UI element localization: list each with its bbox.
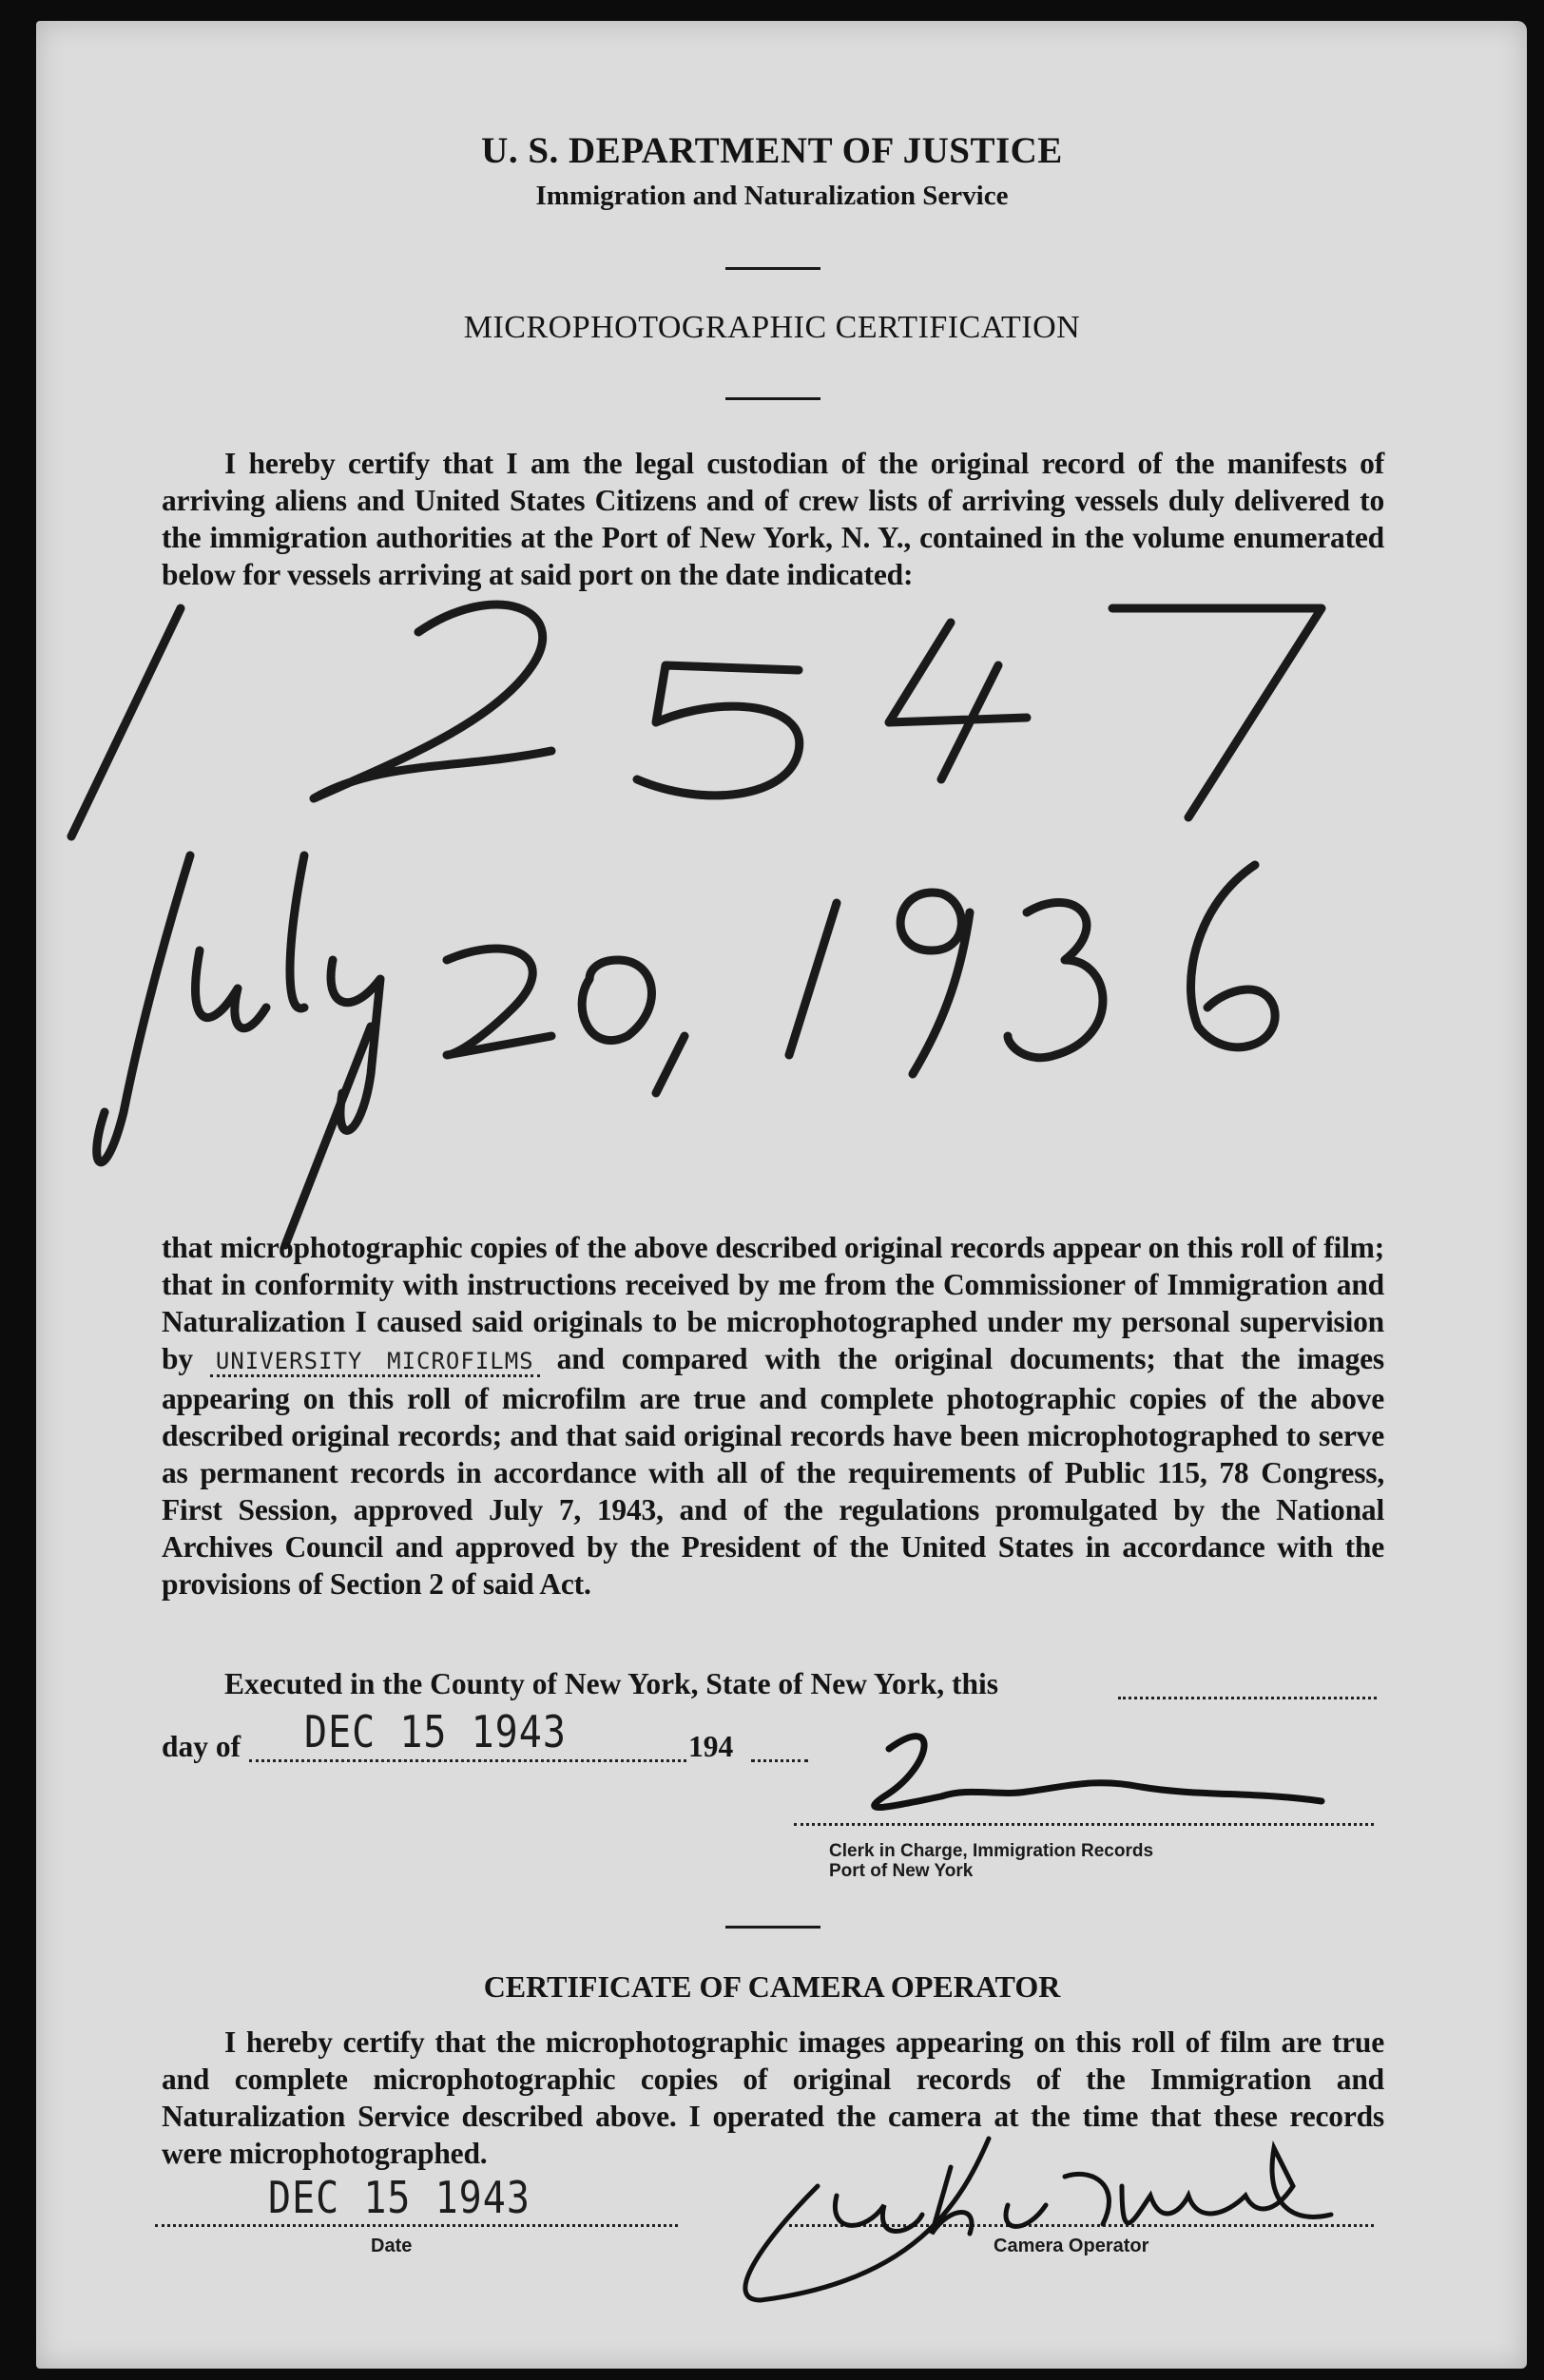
day-of-text: day of (162, 1730, 241, 1763)
clerk-place: Port of New York (829, 1861, 974, 1881)
camera-certificate-title: CERTIFICATE OF CAMERA OPERATOR (483, 1969, 1061, 2004)
department-heading: U. S. DEPARTMENT OF JUSTICE (481, 130, 1063, 171)
body-text-before: that microphotographic copies of the above described original records appear on this roll of film; that in conformity with instructions received by me from the Commissioner of Immigration and Naturalization I caused said originals to be microphotographed under my personal supervision by (162, 1231, 1384, 1375)
stamp-date-camera: DEC 15 1943 (268, 2173, 531, 2224)
clerk-title: Clerk in Charge, Immigration Records (829, 1841, 1154, 1861)
typed-company: UNIVERSITY MICROFILMS (210, 1348, 540, 1377)
year-prefix-text: 194 (688, 1730, 734, 1763)
camera-operator-label: Camera Operator (994, 2236, 1149, 2256)
intro-text: I hereby certify that I am the legal custodian of the original record of the manifests of arriving aliens and United States Citizens and of crew lists of arriving vessels duly delivered to the immigration authorities at the Port of New York, N. Y., contained in the volume enumerated below for vessels arriving at said port on the date indicated: (162, 447, 1384, 591)
service-subheading: Immigration and Naturalization Service (535, 181, 1009, 211)
executed-text: Executed in the County of New York, State of New York, this (224, 1667, 999, 1700)
certification-title: MICROPHOTOGRAPHIC CERTIFICATION (463, 310, 1081, 345)
body-text-after: and compared with the original documents; that the images appearing on this roll of microfilm are true and complete photographic copies of the above described original records; and that said original records have been microphotographed to serve as permanent records in accordance with all of the requirements of Public 115, 78 Congress, First Session, approved July 7, 1943, and of the regulations promulgated by the National Archives Council and approved by the President of the United States in accordance with the provisions of Section 2 of said Act. (162, 1342, 1384, 1601)
stamp-date-execution: DEC 15 1943 (304, 1707, 567, 1758)
date-label: Date (371, 2236, 413, 2256)
camera-text: I hereby certify that the microphotographic images appearing on this roll of film are true and complete microphotographic copies of original records of the Immigration and Naturalization Service described above. I operated the camera at the time that these records were microphotographed. (162, 2025, 1384, 2170)
